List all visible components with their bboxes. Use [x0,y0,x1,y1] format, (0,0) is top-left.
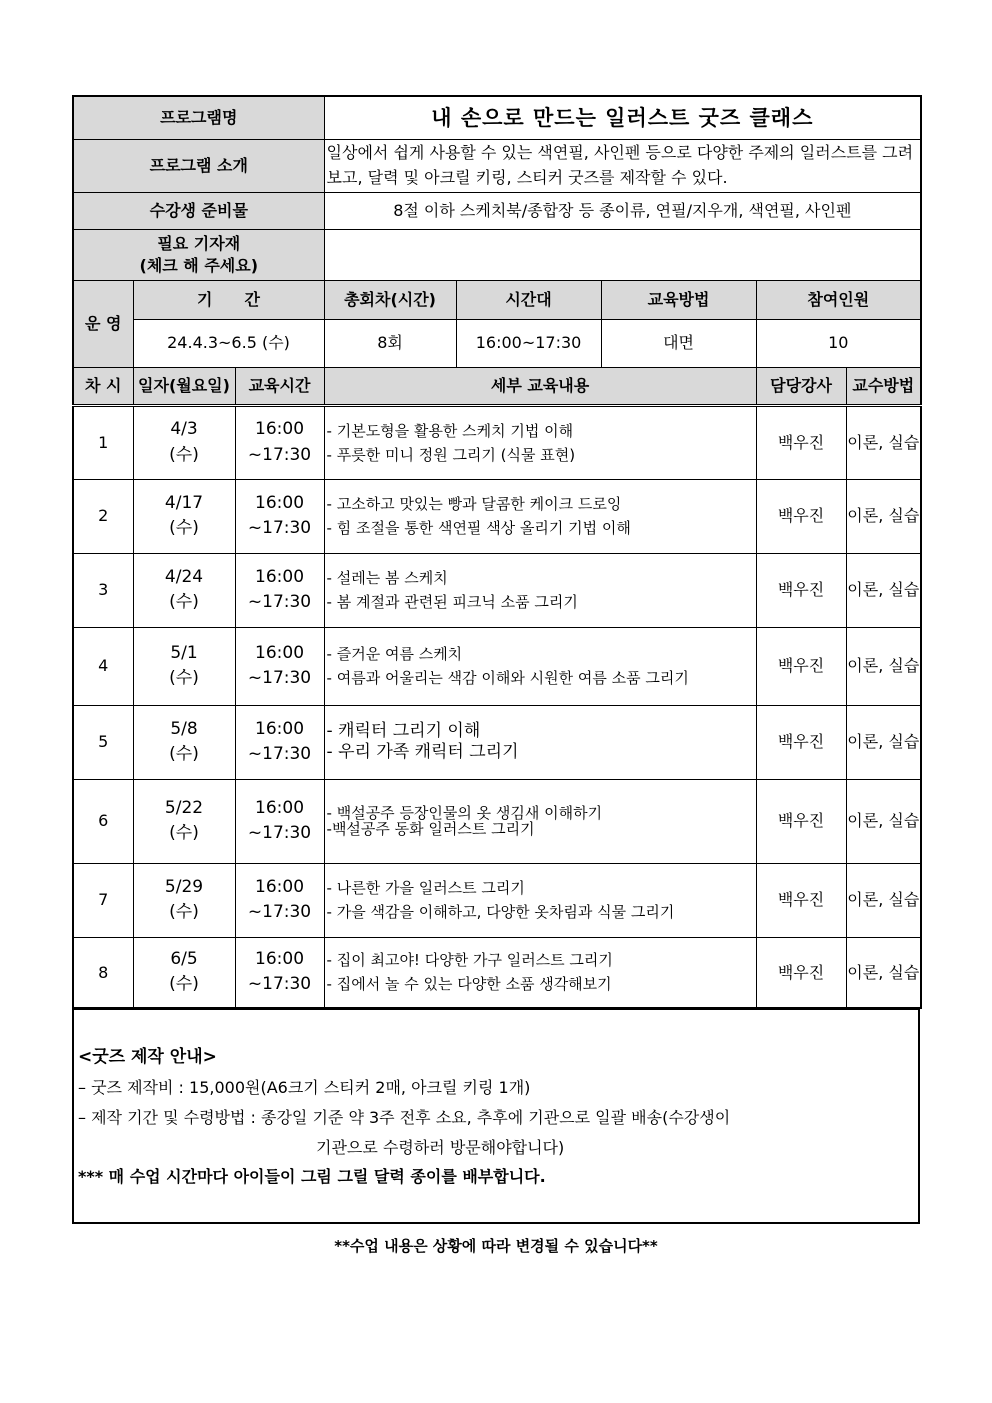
session-method: 이론, 실습 [846,479,921,553]
session-time: 16:00 ~17:30 [235,479,324,553]
session-instructor: 백우진 [756,405,846,479]
schedule-row [73,937,921,1008]
session-method: 이론, 실습 [846,937,921,1008]
program-intro-label: 프로그램 소개 [73,139,324,192]
session-no: 4 [73,627,133,705]
program-name-label: 프로그램명 [73,96,324,139]
session-instructor: 백우진 [756,479,846,553]
schedule-row [73,479,921,553]
schedule-header-no: 차 시 [73,367,133,405]
operation-header-participants: 참여인원 [756,280,921,319]
schedule-header-date: 일자(월요일) [133,367,235,405]
session-method: 이론, 실습 [846,627,921,705]
session-no: 6 [73,779,133,863]
operation-participants: 10 [756,319,921,367]
operation-method: 대면 [601,319,756,367]
notice-heading: <굿즈 제작 안내> [78,1047,217,1067]
supplies-label: 수강생 준비물 [73,192,324,229]
session-time: 16:00 ~17:30 [235,705,324,779]
session-content: - 나른한 가을 일러스트 그리기 - 가을 색감을 이해하고, 다양한 옷차림과 식물 그리기 [324,863,756,937]
session-no: 3 [73,553,133,627]
notice-calendar-line: *** 매 수업 시간마다 아이들이 그림 그릴 달력 종이를 배부합니다. [78,1167,546,1187]
program-sheet [72,95,920,1224]
session-date: 4/24 (수) [133,553,235,627]
notice-period-line-continued: 기관으로 수령하러 방문해야합니다) [316,1137,565,1157]
session-method: 이론, 실습 [846,405,921,479]
operation-timeslot: 16:00~17:30 [456,319,601,367]
program-info-table [72,95,922,1009]
operation-sessions: 8회 [324,319,456,367]
schedule-row [73,779,921,863]
session-method: 이론, 실습 [846,863,921,937]
equipment-label-line1: 필요 기자재 [157,233,241,253]
operation-label: 운 영 [73,280,133,367]
schedule-header-method: 교수방법 [846,367,921,405]
session-date: 5/22 (수) [133,779,235,863]
session-content: - 집이 최고야! 다양한 가구 일러스트 그리기 - 집에서 놀 수 있는 다양한 소품 생각해보기 [324,937,756,1008]
session-instructor: 백우진 [756,937,846,1008]
operation-header-period: 기 간 [133,280,324,319]
schedule-row [73,405,921,479]
session-time: 16:00 ~17:30 [235,937,324,1008]
session-content: - 설레는 봄 스케치 - 봄 계절과 관련된 피크닉 소품 그리기 [324,553,756,627]
session-content: - 즐거운 여름 스케치 - 여름과 어울리는 색감 이해와 시원한 여름 소품 그리기 [324,627,756,705]
session-no: 7 [73,863,133,937]
session-time: 16:00 ~17:30 [235,553,324,627]
session-no: 2 [73,479,133,553]
session-no: 5 [73,705,133,779]
session-content: - 캐릭터 그리기 이해 - 우리 가족 캐릭터 그리기 [324,705,756,779]
session-no: 8 [73,937,133,1008]
notice-fee-line: – 굿즈 제작비 : 15,000원(A6크기 스티커 2매, 아크릴 키링 1개) [78,1078,531,1098]
session-date: 5/1 (수) [133,627,235,705]
session-method: 이론, 실습 [846,779,921,863]
session-content: - 고소하고 맛있는 빵과 달콤한 케이크 드로잉 - 힘 조절을 통한 색연필 색상 올리기 기법 이해 [324,479,756,553]
supplies-value: 8절 이하 스케치북/종합장 등 종이류, 연필/지우개, 색연필, 사인펜 [324,192,921,229]
session-content: - 기본도형을 활용한 스케치 기법 이해 - 푸릇한 미니 정원 그리기 (식물 표현) [324,405,756,479]
session-content: - 백설공주 등장인물의 옷 생김새 이해하기 -백설공주 동화 일러스트 그리기 [324,779,756,863]
equipment-label-line2: (체크 해 주세요) [139,255,259,275]
session-instructor: 백우진 [756,553,846,627]
operation-header-sessions: 총회차(시간) [324,280,456,319]
operation-period: 24.4.3~6.5 (수) [133,319,324,367]
schedule-row [73,627,921,705]
operation-header-method: 교육방법 [601,280,756,319]
session-date: 5/8 (수) [133,705,235,779]
session-time: 16:00 ~17:30 [235,627,324,705]
session-time: 16:00 ~17:30 [235,405,324,479]
footer-note: **수업 내용은 상황에 따라 변경될 수 있습니다** [334,1237,658,1255]
session-time: 16:00 ~17:30 [235,779,324,863]
session-date: 4/17 (수) [133,479,235,553]
program-intro-value: 일상에서 쉽게 사용할 수 있는 색연필, 사인펜 등으로 다양한 주제의 일러스트를 그려보고, 달력 및 아크릴 키링, 스티커 굿즈를 제작할 수 있다. [324,139,921,192]
session-instructor: 백우진 [756,779,846,863]
equipment-label [73,229,324,280]
session-time: 16:00 ~17:30 [235,863,324,937]
session-no: 1 [73,405,133,479]
session-date: 6/5 (수) [133,937,235,1008]
session-method: 이론, 실습 [846,553,921,627]
notice-period-line: – 제작 기간 및 수령방법 : 종강일 기준 약 3주 전후 소요, 추후에 기관으로 일괄 배송(수강생이 [78,1108,731,1128]
goods-notice-box [72,1009,920,1224]
session-method: 이론, 실습 [846,705,921,779]
session-instructor: 백우진 [756,627,846,705]
session-instructor: 백우진 [756,863,846,937]
session-date: 4/3 (수) [133,405,235,479]
schedule-header-instructor: 담당강사 [756,367,846,405]
operation-header-timeslot: 시간대 [456,280,601,319]
schedule-row [73,705,921,779]
equipment-check-field[interactable] [324,229,921,280]
schedule-row [73,553,921,627]
session-instructor: 백우진 [756,705,846,779]
schedule-header-content: 세부 교육내용 [324,367,756,405]
session-date: 5/29 (수) [133,863,235,937]
schedule-header-time: 교육시간 [235,367,324,405]
schedule-row [73,863,921,937]
program-name-value: 내 손으로 만드는 일러스트 굿즈 클래스 [324,96,921,139]
